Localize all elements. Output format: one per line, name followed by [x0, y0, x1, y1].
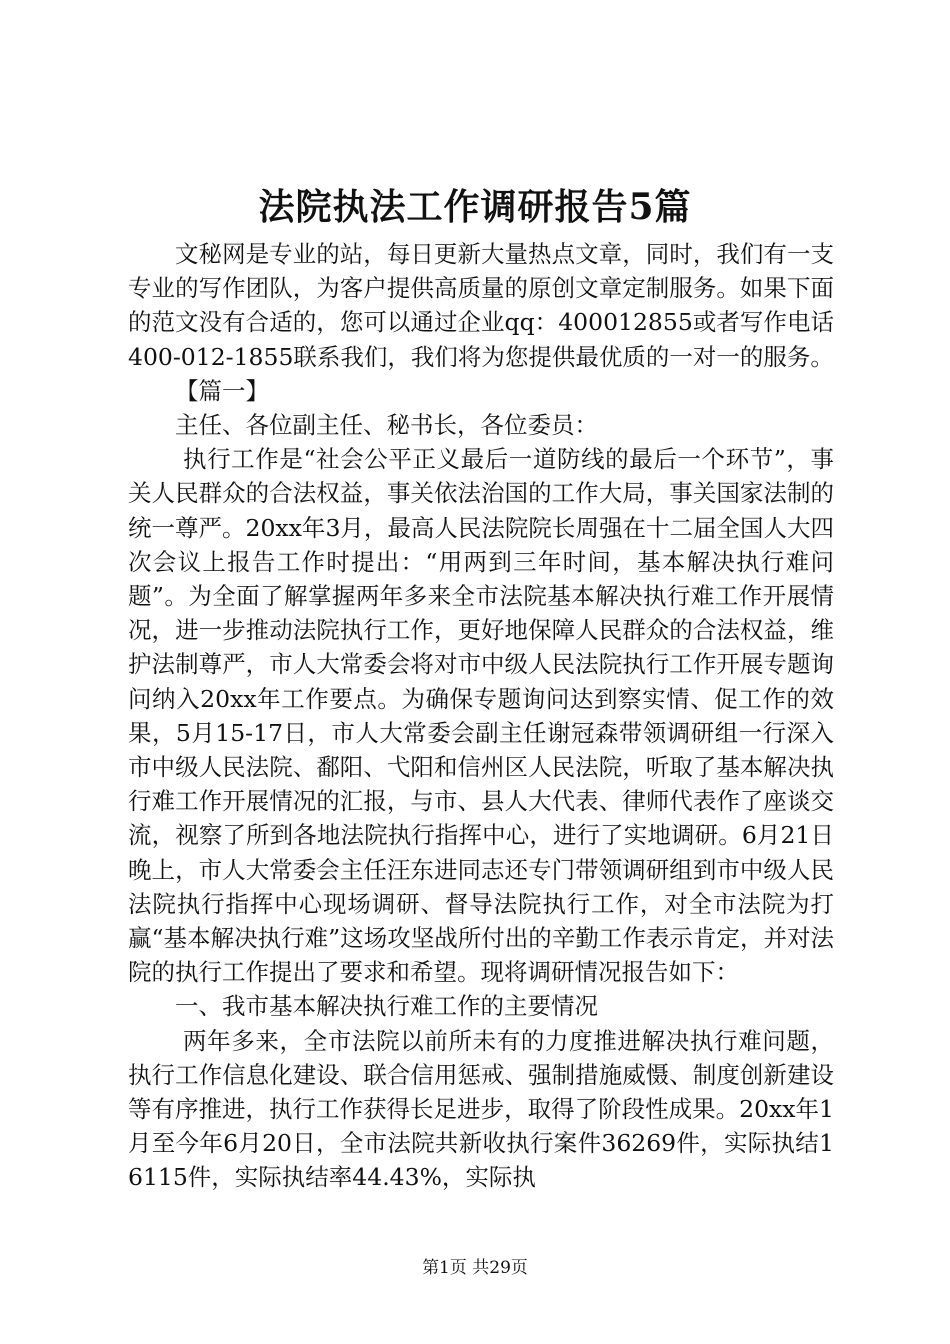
- document-body: [128, 237, 834, 1195]
- section-heading-part-one: 【篇一】: [175, 376, 269, 405]
- page-footer: 第1页 共29页: [422, 1258, 528, 1278]
- salutation-paragraph: 主任、各位副主任、秘书长，各位委员：: [175, 411, 598, 440]
- intro-paragraph: 文秘网是专业的站，每日更新大量热点文章，同时，我们有一支专业的写作团队，为客户提供高质量的原创文章定制服务。如果下面的范文没有合适的，您可以通过企业qq：400012855或者写作电话400-012-1855联系我们，我们将为您提供最优质的一对一的服务。: [128, 240, 834, 371]
- body-paragraph: 执行工作是“社会公平正义最后一道防线的最后一个环节”，事关人民群众的合法权益，事关依法治国的工作大局，事关国家法制的统一尊严。20xx年3月，最高人民法院院长周强在十二届全国人大四次会议上报告工作时提出：“用两到三年时间，基本解决执行难问题”。为全面了解掌握两年多来全市法院基本解决执行难工作开展情况，进一步推动法院执行工作，更好地保障人民群众的合法权益，维护法制尊严，市人大常委会将对市中级人民法院执行工作开展专题询问纳入20xx年工作要点。为确保专题询问达到察实情、促工作的效果，5月15-17日，市人大常委会副主任谢冠森带领调研组一行深入市中级人民法院、鄱阳、弋阳和信州区人民法院，听取了基本解决执行难工作开展情况的汇报，与市、县人大代表、律师代表作了座谈交流，视察了所到各地法院执行指挥中心，进行了实地调研。6月21日晚上，市人大常委会主任汪东进同志还专门带领调研组到市中级人民法院执行指挥中心现场调研、督导法院执行工作，对全市法院为打赢“基本解决执行难”这场攻坚战所付出的辛勤工作表示肯定，并对法院的执行工作提出了要求和希望。现将调研情况报告如下：: [128, 445, 834, 987]
- document-title: 法院执法工作调研报告5篇: [258, 186, 692, 228]
- section-heading-main-situation: 一、我市基本解决执行难工作的主要情况: [175, 992, 598, 1021]
- body-paragraph: 两年多来，全市法院以前所未有的力度推进解决执行难问题，执行工作信息化建设、联合信用惩戒、强制措施威慑、制度创新建设等有序推进，执行工作获得长足进步，取得了阶段性成果。20xx年1月至今年6月20日，全市法院共新收执行案件36269件，实际执结16115件，实际执结率44.43%，实际执: [128, 1026, 834, 1192]
